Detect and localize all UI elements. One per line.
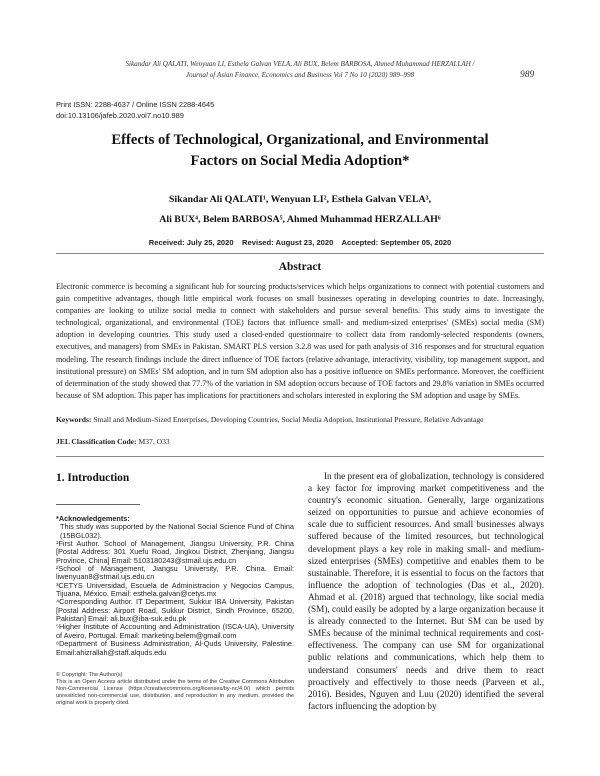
acknowledgements-title: *Acknowledgements:	[56, 514, 130, 523]
introduction-body	[308, 470, 544, 712]
keywords	[56, 414, 544, 425]
jel-label: JEL Classification Code:	[56, 437, 137, 446]
keywords-label: Keywords:	[56, 415, 92, 424]
divider-bottom	[56, 456, 544, 457]
running-head-authors: Sikandar Ali QALATI, Wenyuan LI, Esthela Galvan VELA, Ali BUX, Belem BARBOSA, Ahmed Muhammad HERZALLAH /	[125, 60, 475, 68]
license-text: This is an Open Access article distributed under the terms of the Creative Commons Attribution Non-Commercial License (https://creativecommons.org/licenses/by-nc/4.0/) which permits unrestricted non-commercial use, distribution, and reproduction in any medium, provided the original work is properly cited.	[56, 678, 294, 706]
footnote-affiliation: ⁴Corresponding Author. IT Department, Sukkur IBA University, Pakistan [Postal Address: Airport Road, Sukkur District, Sindh Province, 65200, Pakistan] Email: ali.bux@iba-suk.edu.pk	[56, 597, 294, 624]
section-heading-introduction: 1. Introduction	[56, 472, 130, 484]
author-line-2: Ali BUX⁴, Belem BARBOSA⁵, Ahmed Muhammad HERZALLAH⁶	[159, 214, 441, 225]
copyright-notice	[56, 672, 294, 707]
issn-line: Print ISSN: 2288-4637 / Online ISSN 2288-4645	[56, 100, 215, 109]
acknowledgements-text: This study was supported by the National Social Science Fund of China (15BGL032).	[60, 522, 294, 540]
issn-block	[56, 100, 214, 121]
abstract-body: Electronic commerce is becoming a significant hub for sourcing products/services which helps organizations to connect with potential customers and gain competitive advantages, though little empirical work focuses on small businesses operating in developing countries to date. Increasingly, companies are looking to utilize social media to connect with stakeholders and pursue several benefits. This study aims to investigate the technological, organizational, and environmental (TOE) factors that influence small- and medium-sized enterprises' (SMEs) social media (SM) adoption in developing countries. This study used a closed-ended questionnaire to collect data from randomly-selected respondents (owners, executives, and managers) from SMEs in Pakistan. SMART PLS version 3.2.8 was used for path analysis of 316 responses and for structural equation modeling. The research findings include the direct influence of TOE factors (relative advantage, interactivity, visibility, top management support, and institutional pressure) on SMEs' SM adoption, and in turn SM adoption also has a positive influence on SMEs performance. Moreover, the coefficient of determination of the study showed that 77.7% of the variation in SM adoption occurs because of TOE factors and 29.8% variation in SMEs occurred because of SM adoption. This paper has implications for practitioners and scholars interested in exploring the SM adoption and usage by SMEs.	[56, 282, 544, 400]
paper-title-line-2: Factors on Social Media Adoption*	[190, 152, 410, 169]
jel-code	[56, 436, 544, 447]
footnote-rule	[56, 504, 140, 505]
footnote-affiliation: ⁵Higher Institute of Accounting and Administration (ISCA-UA), University of Aveiro, Portugal. Email: marketing.belem@gmail.com	[56, 622, 294, 640]
running-head-journal: Journal of Asian Finance, Economics and Business Vol 7 No 10 (2020) 989–998	[185, 71, 415, 79]
submission-dates: Received: July 25, 2020 Revised: August 23, 2020 Accepted: September 05, 2020	[148, 238, 452, 247]
running-head	[100, 59, 500, 81]
copyright-line: © Copyright: The Author(s)	[56, 672, 123, 678]
abstract-heading: Abstract	[278, 261, 322, 273]
divider-top	[56, 253, 544, 254]
footnote-affiliation: ³CETYS Universidad, Escuela de Administracion y Negocios Campus, Tijuana, México. Email: esthela.galvan@cetys.mx	[56, 580, 294, 599]
footnote-affiliation: ¹First Author. School of Management, Jiangsu University, P.R. China [Postal Address: 301 Xuefu Road, Jingkou District, Zhenjiang, Jiangsu Province, China] Email: 5103180243@stmail.ujs.edu.cn	[56, 539, 294, 565]
keywords-text: Small and Medium-Sized Enterprises, Developing Countries, Social Media Adoption, Institutional Pressure, Relative Advantage	[93, 415, 484, 424]
paper-title	[60, 130, 540, 171]
author-list	[60, 190, 540, 230]
footnote-affiliation: ²School of Management, Jiangsu University, P.R. China. Email: liwenyuan8@stmail.ujs.edu.cn	[56, 564, 294, 582]
page-number: 989	[520, 70, 535, 80]
jel-text: M37, O33	[138, 437, 170, 446]
author-line-1: Sikandar Ali QALATI¹, Wenyuan LI², Esthela Galvan VELA³,	[168, 194, 432, 205]
paper-title-line-1: Effects of Technological, Organizational, and Environmental	[111, 132, 489, 148]
doi-line: doi:10.13106/jafeb.2020.vol7.no10.989	[56, 110, 184, 120]
introduction-paragraph: In the present era of globalization, technology is considered a key factor for improving market competitiveness and the country's economic situation. Generally, large organizations seized on opportunities to pursue and achieve economies of scale due to sufficient resources. And small businesses always suffered because of the limited resources, but technological development plays a key role in making small- and medium-sized enterprises (SMEs) competitive and enables them to be sustainable. Therefore, it is essential to focus on the factors that influence the adoption of technologies (Das et al., 2020). Ahmad et al. (2018) argued that technology, like social media (SM), could easily be adopted by a large organization because it is already connected to the Internet. But SM can be used by SMEs because of the minimal technical requirements and cost-effectiveness. The company can use SM for organizational public relations and communications, which help them to understand consumers' needs and drive them to react proactively and effectively to those needs (Parveen et al., 2016). Besides, Nguyen and Luu (2020) identified the several factors influencing the adoption by	[308, 471, 544, 711]
footnotes	[56, 515, 294, 657]
footnote-affiliation: ⁶Department of Business Administration, Al-Quds University, Palestine. Email:ahizrallah@staff.alquds.edu	[56, 639, 294, 657]
